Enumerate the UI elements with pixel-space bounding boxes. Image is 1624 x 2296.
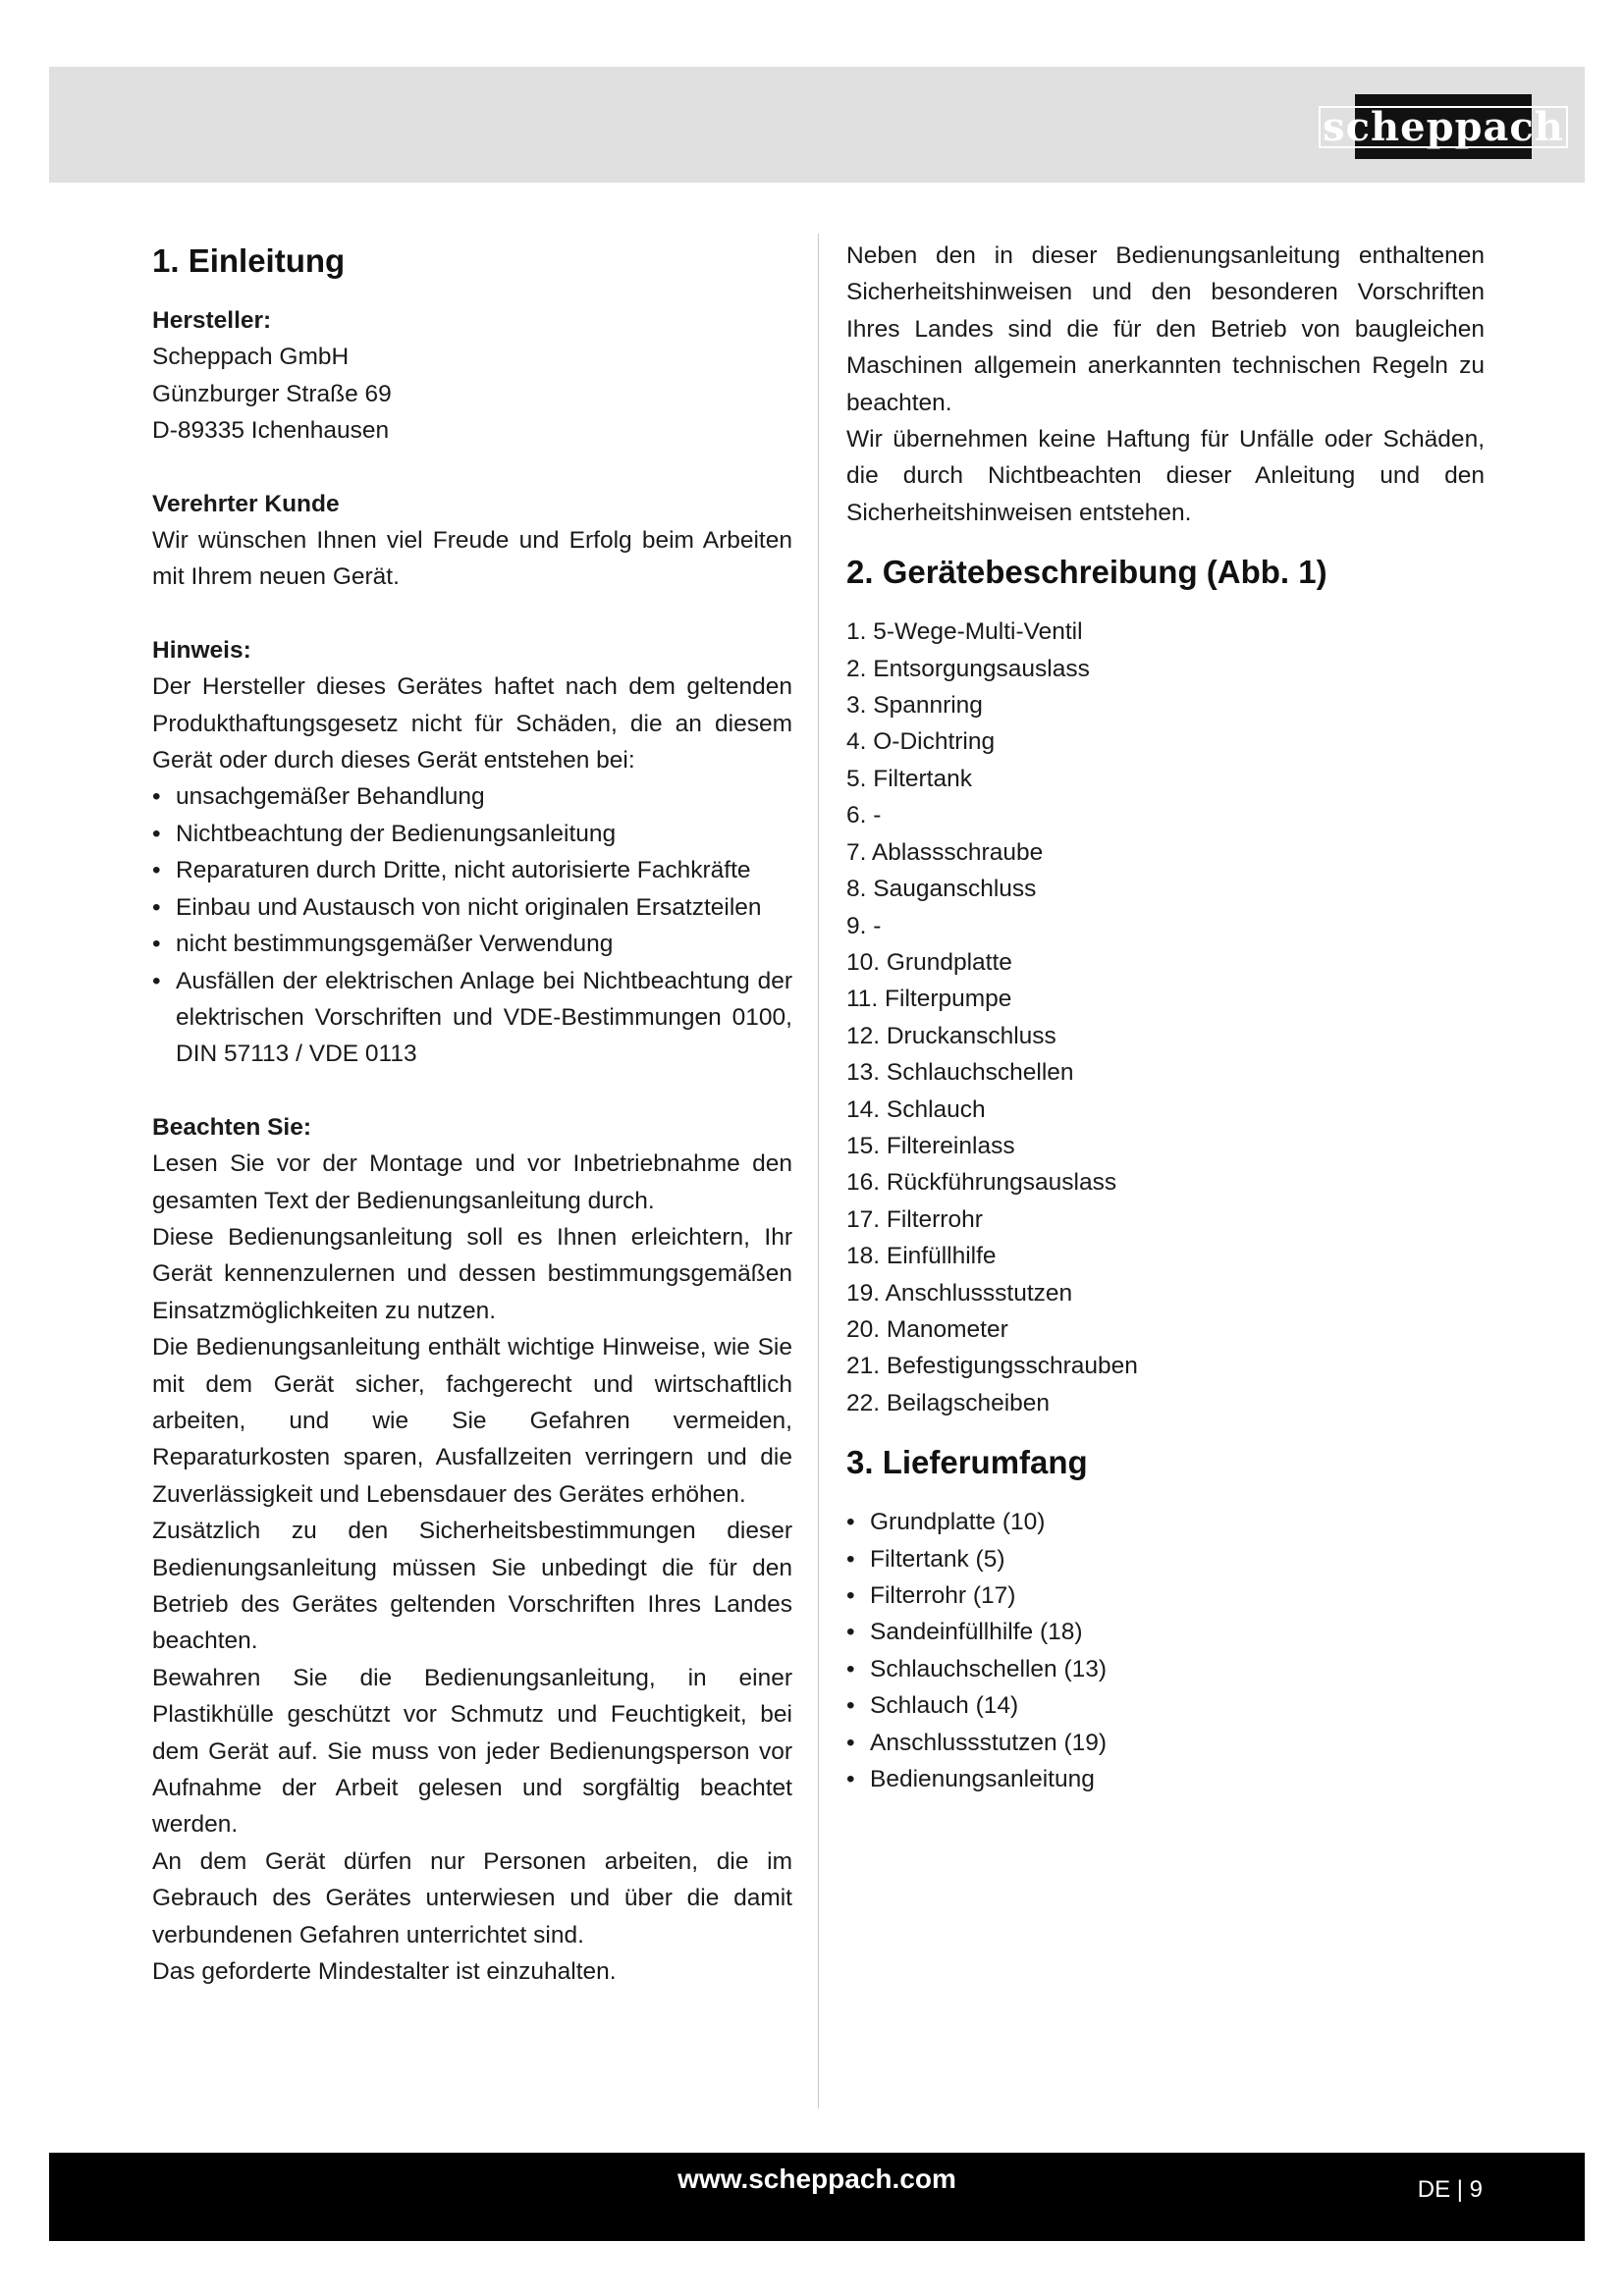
attention-paragraph: An dem Gerät dürfen nur Personen arbeiten, die im Gebrauch des Gerätes unterwiesen und über die damit verbundenen Gefahren unterrichtet sind.	[152, 1847, 792, 1949]
attention-paragraph: Zusätzlich zu den Sicherheitsbestimmungen dieser Bedienungsanleitung müssen Sie unbedingt die für den Betrieb des Gerätes geltenden Vorschriften Ihres Landes beachten.	[152, 1518, 792, 1655]
list-item: 16. Rückführungsauslass	[846, 1169, 1117, 1197]
section-2-title: 2. Gerätebeschreibung (Abb. 1)	[846, 554, 1327, 591]
customer-label: Verehrter Kunde	[152, 490, 340, 517]
list-item: 5. Filtertank	[846, 765, 972, 792]
section-1-title: 1. Einleitung	[152, 242, 346, 279]
list-item: • Bedienungsanleitung	[846, 1766, 1095, 1793]
list-item: 18. Einfüllhilfe	[846, 1243, 997, 1270]
parts-list	[846, 614, 1485, 1421]
attention-paragraph: Diese Bedienungsanleitung soll es Ihnen erleichtern, Ihr Gerät kennenzulernen und dessen bestimmungsgemäßen Einsatzmöglichkeiten zu nutzen.	[152, 1223, 792, 1324]
column-divider	[818, 234, 819, 2109]
notice-list	[152, 778, 792, 1072]
intro-paragraph: Neben den in dieser Bedienungsanleitung enthaltenen Sicherheitshinweisen und den besonderen Vorschriften Ihres Landes sind die für den Betrieb von baugleichen Maschinen allgemein anerkannten technischen Regeln zu beachten.	[846, 242, 1485, 416]
list-item: 10. Grundplatte	[846, 948, 1012, 976]
scope-list	[846, 1504, 1485, 1797]
right-column	[846, 238, 1485, 1797]
list-item: 9. -	[846, 912, 882, 939]
manufacturer-city: D-89335 Ichenhausen	[152, 417, 390, 445]
list-item: 6. -	[846, 802, 882, 829]
manufacturer-name: Scheppach GmbH	[152, 344, 350, 371]
scheppach-logo: scheppach	[1355, 94, 1532, 159]
list-item: 2. Entsorgungsauslass	[846, 655, 1090, 682]
header-band	[49, 67, 1585, 183]
manufacturer-label: Hersteller:	[152, 307, 272, 334]
list-item: 17. Filterrohr	[846, 1205, 983, 1233]
list-item: • Anschlussstutzen (19)	[846, 1729, 1108, 1756]
list-item: 1. 5-Wege-Multi-Ventil	[846, 618, 1083, 646]
list-item: 20. Manometer	[846, 1315, 1008, 1343]
attention-paragraph: Lesen Sie vor der Montage und vor Inbetriebnahme den gesamten Text der Bedienungsanleitung durch.	[152, 1150, 792, 1214]
list-item: • Filtertank (5)	[846, 1545, 1005, 1573]
list-item: • Nichtbeachtung der Bedienungsanleitung	[152, 820, 617, 847]
list-item: • unsachgemäßer Behandlung	[152, 783, 485, 811]
list-item: 11. Filterpumpe	[846, 986, 1012, 1013]
list-item: 4. O-Dichtring	[846, 728, 996, 756]
list-item: • Grundplatte (10)	[846, 1509, 1046, 1536]
notice-label: Hinweis:	[152, 636, 251, 664]
left-column	[152, 238, 792, 1990]
list-item: 14. Schlauch	[846, 1095, 986, 1123]
list-item: 15. Filtereinlass	[846, 1132, 1015, 1159]
attention-paragraph: Bewahren Sie die Bedienungsanleitung, in einer Plastikhülle geschützt vor Schmutz und Feuchtigkeit, bei dem Gerät auf. Sie muss von jeder Bedienungsperson vor Aufnahme der Arbeit gelesen und sorgfältig beachtet werden.	[152, 1664, 792, 1839]
website-link[interactable]: www.scheppach.com	[677, 2163, 956, 2194]
list-item: • Sandeinfüllhilfe (18)	[846, 1619, 1083, 1646]
page-number: DE | 9	[1417, 2176, 1483, 2203]
footer-band	[49, 2153, 1585, 2241]
section-3-title: 3. Lieferumfang	[846, 1444, 1088, 1481]
list-item: 22. Beilagscheiben	[846, 1389, 1051, 1416]
list-item: 7. Ablassschraube	[846, 838, 1044, 866]
list-item: 21. Befestigungsschrauben	[846, 1353, 1138, 1380]
list-item: 19. Anschlussstutzen	[846, 1279, 1073, 1307]
attention-label: Beachten Sie:	[152, 1113, 312, 1141]
list-item: 12. Druckanschluss	[846, 1022, 1056, 1049]
list-item: 13. Schlauchschellen	[846, 1059, 1074, 1087]
list-item: • Schlauchschellen (13)	[846, 1655, 1108, 1682]
list-item: • Schlauch (14)	[846, 1692, 1019, 1720]
list-item: 8. Sauganschluss	[846, 876, 1037, 903]
list-item: 3. Spannring	[846, 692, 983, 720]
list-item: • Einbau und Austausch von nicht originalen Ersatzteilen	[152, 893, 762, 921]
attention-paragraph: Die Bedienungsanleitung enthält wichtige Hinweise, wie Sie mit dem Gerät sicher, fachgerecht und wirtschaftlich arbeiten, und wie Sie Gefahren vermeiden, Reparaturkosten sparen, Ausfallzeiten verringern und die Zuverlässigkeit und Lebensdauer des Gerätes erhöhen.	[152, 1334, 792, 1508]
list-item: • Filterrohr (17)	[846, 1582, 1016, 1609]
list-item: • Ausfällen der elektrischen Anlage bei Nichtbeachtung der elektrischen Vorschriften und VDE-Bestimmungen 0100, DIN 57113 / VDE 0113	[152, 967, 792, 1068]
list-item: • Reparaturen durch Dritte, nicht autorisierte Fachkräfte	[152, 857, 751, 884]
list-item: • nicht bestimmungsgemäßer Verwendung	[152, 931, 614, 958]
manufacturer-street: Günzburger Straße 69	[152, 380, 392, 407]
attention-paragraph: Das geforderte Mindestalter ist einzuhalten.	[152, 1958, 617, 1986]
notice-text: Der Hersteller dieses Gerätes haftet nach dem geltenden Produkthaftungsgesetz nicht für Schäden, die an diesem Gerät oder durch dieses Gerät entstehen bei:	[152, 673, 792, 774]
customer-text: Wir wünschen Ihnen viel Freude und Erfolg beim Arbeiten mit Ihrem neuen Gerät.	[152, 527, 792, 591]
intro-paragraph: Wir übernehmen keine Haftung für Unfälle oder Schäden, die durch Nichtbeachten dieser Anleitung und den Sicherheitshinweisen entstehen.	[846, 426, 1485, 526]
